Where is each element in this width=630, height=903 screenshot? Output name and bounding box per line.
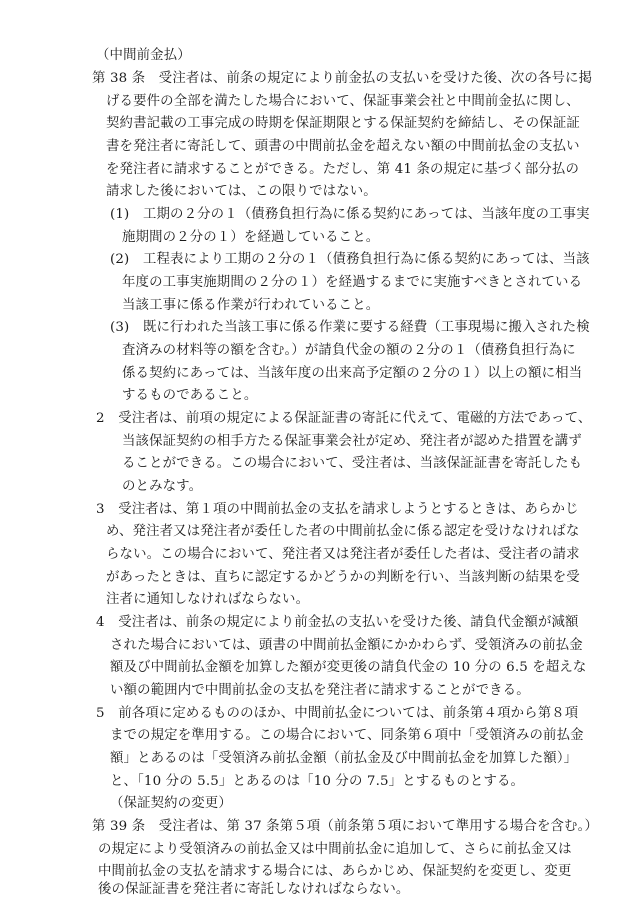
paragraph-2-line: のとみなす。: [122, 479, 203, 494]
article-38-line: を発注者に請求することができる。ただし、第 41 条の規定に基づく部分払の: [106, 162, 579, 177]
paragraph-3-line: があったときは、直ちに認定するかどうかの判断を行い、当該判断の結果を受: [106, 570, 580, 585]
paragraph-4-line: 額及び中間前払金額を加算した額が変更後の請負代金の 10 分の 6.5 を超えな: [110, 660, 587, 675]
item-3-line: (3) 既に行われた当該工事に係る作業に要する経費（工事現場に搬入された検: [110, 320, 590, 335]
article-38-line: 契約書記載の工事完成の時期を保証期限とする保証契約を締結し、その保証証: [106, 116, 580, 131]
paragraph-4-line: された場合においては、頭書の中間前払金額にかかわらず、受領済みの前払金: [110, 638, 583, 653]
item-1-line: (1) 工期の２分の１（債務負担行為に係る契約にあっては、当該年度の工事実: [110, 207, 590, 222]
paragraph-4-line: い額の範囲内で中間前払金の支払を発注者に請求することができる。: [110, 683, 530, 698]
item-3-line: するものであること。: [122, 388, 258, 403]
paragraph-2-line: ることができる。この場合において、受注者は、当該保証証書を寄託したも: [122, 456, 583, 471]
article-39-line: 後の保証証書を発注者に寄託しなければならない。: [98, 882, 410, 897]
item-1-line: 施期間の２分の１）を経過していること。: [122, 230, 380, 245]
article-38-line: 請求した後においては、この限りではない。: [106, 184, 377, 199]
paragraph-5-line: と、「10 分の 5.5」とあるのは「10 分の 7.5」とするものとする。: [110, 774, 525, 789]
paragraph-5-line: 額」とあるのは「受領済み前払金額（前払金及び中間前払金を加算した額）」: [110, 751, 578, 766]
heading-guarantee-contract-change: （保証契約の変更）: [110, 796, 232, 811]
paragraph-3-line: らない。この場合において、発注者又は発注者が委任した者は、受注者の請求: [106, 547, 580, 562]
paragraph-5-line: 5 前各項に定めるもののほか、中間前払金については、前条第４項から第８項: [96, 706, 579, 721]
item-3-line: 査済みの材料等の額を含む。）が請負代金の額の２分の１（債務負担行為に: [122, 343, 576, 358]
paragraph-4-line: 4 受注者は、前条の規定により前金払の支払いを受けた後、請負代金額が減額: [96, 615, 579, 630]
article-39-line: の規定により受領済みの前払金又は中間前払金に追加して、さらに前払金又は: [98, 842, 572, 857]
article-38-line: 書を発注者に寄託して、頭書の中間前払金を超えない額の中間前払金の支払い: [106, 139, 580, 154]
article-39-line: 中間前払金の支払を請求する場合には、あらかじめ、保証契約を変更し、変更: [98, 864, 572, 879]
item-2-line: (2) 工程表により工期の２分の１（債務負担行為に係る契約にあっては、当該: [110, 252, 590, 267]
paragraph-2-line: 当該保証契約の相手方たる保証事業会社が定め、発注者が認めた措置を講ず: [122, 434, 582, 449]
article-39-line: 第 39 条 受注者は、第 37 条第５項（前条第５項において準用する場合を含む。）: [92, 819, 598, 834]
paragraph-5-line: までの規定を準用する。この場合において、同条第６項中「受領済みの前払金: [110, 728, 584, 743]
paragraph-2-line: 2 受注者は、前項の規定による保証証書の寄託に代えて、電磁的方法であって、: [96, 411, 592, 426]
paragraph-3-line: 注者に通知しなければならない。: [106, 592, 310, 607]
item-2-line: 年度の工事実施期間の２分の１）を経過するまでに実施すべきとされている: [122, 275, 583, 290]
item-3-line: 係る契約にあっては、当該年度の出来高予定額の２分の１）以上の額に相当: [122, 366, 583, 381]
article-38-line: げる要件の全部を満たした場合において、保証事業会社と中間前金払に関し、: [106, 94, 580, 109]
heading-interim-advance: （中間前金払）: [96, 48, 191, 63]
paragraph-3-line: 3 受注者は、第１項の中間前払金の支払を請求しようとするときは、あらかじ: [96, 502, 579, 517]
item-2-line: 当該工事に係る作業が行われていること。: [122, 298, 380, 313]
article-38-line: 第 38 条 受注者は、前条の規定により前金払の支払いを受けた後、次の各号に掲: [92, 71, 593, 86]
paragraph-3-line: め、発注者又は発注者が委任した者の中間前払金に係る認定を受けなければな: [106, 524, 580, 539]
